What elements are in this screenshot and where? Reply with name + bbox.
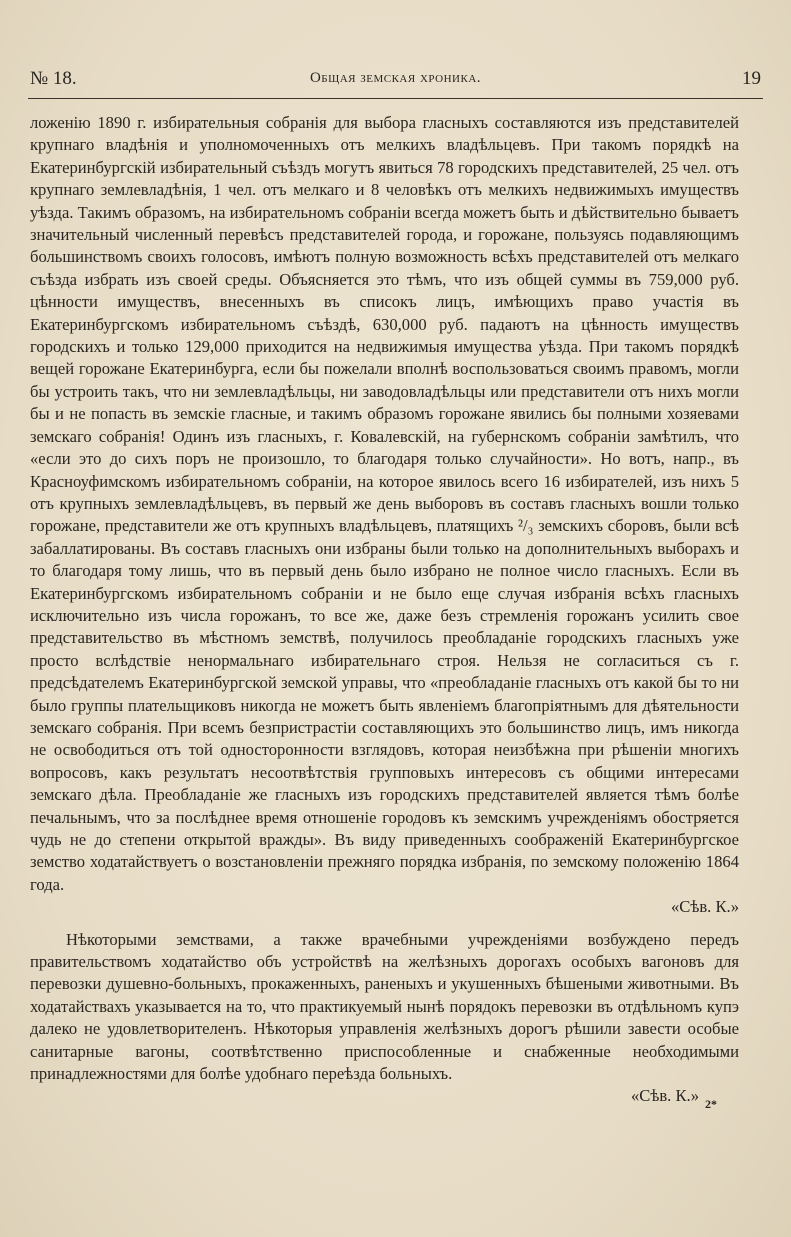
page-number: 19 bbox=[742, 68, 761, 89]
header-rule bbox=[28, 98, 763, 99]
page-header bbox=[30, 68, 761, 94]
issue-number: № 18. bbox=[30, 68, 77, 89]
page-body bbox=[30, 112, 739, 1112]
sheet-mark: 2* bbox=[705, 1097, 717, 1112]
article-paragraph: ложенію 1890 г. избирательныя собранія для выбора гласныхъ составляются изъ представителей крупнаго владѣнія и уполномоченныхъ отъ мелкихъ владѣльцевъ. При такомъ порядкѣ на Екатеринбургскій избирательный съѣздъ могутъ явиться 78 городскихъ представителей, 25 чел. отъ крупнаго землевладѣнія, 1 чел. отъ мелкаго и 8 человѣкъ отъ мелкихъ недвижимыхъ имуществъ уѣзда. Такимъ образомъ, на избирательномъ собраніи всегда можетъ быть и дѣйствительно бываетъ значительный численный перевѣсъ представителей города, и горожане, пользуясь подавляющимъ большинствомъ своихъ голосовъ, имѣютъ полную возможность всѣхъ представителей отъ мелкаго съѣзда избрать изъ своей среды. Объясняется это тѣмъ, что изъ общей суммы въ 759,000 руб. цѣнности имуществъ, внесенныхъ въ списокъ лицъ, имѣющихъ право участія въ Екатеринбургскомъ избирательномъ съѣздѣ, 630,000 руб. падаютъ на цѣнность имуществъ городскихъ и только 129,000 приходится на недвижимыя имущества уѣзда. При такомъ порядкѣ вещей горожане Екатеринбурга, если бы пожелали вполнѣ воспользоваться своимъ правомъ, могли бы устроить такъ, что ни землевладѣльцы, ни заводовладѣльцы или представители отъ нихъ могли бы и не попасть въ земскіе гласные, и такимъ образомъ горожане явились бы полными хозяевами земскаго собранія! Одинъ изъ гласныхъ, г. Ковалевскій, на губернскомъ собраніи замѣтилъ, что «если это до сихъ поръ не произошло, то благодаря только случайности». Но вотъ, напр., въ Красноуфимскомъ избирательномъ собраніи, на которое явилось всего 16 избирателей, изъ нихъ 5 отъ крупныхъ землевладѣльцевъ, въ первый же день выборовъ въ составъ гласныхъ вошли только горожане, представители же отъ крупныхъ владѣльцевъ, платящихъ ²/₃ земскихъ сборовъ, были всѣ забаллатированы. Въ составъ гласныхъ они избраны были только на дополнительныхъ выборахъ и то благодаря тому лишь, что въ первый день было избрано не полное число гласныхъ. Если въ Екатеринбургскомъ избирательномъ собраніи и не было еще случая избранія всѣхъ гласныхъ исключительно изъ числа горожанъ, то все же, даже безъ стремленія горожанъ усилить свое представительство въ мѣстномъ земствѣ, получилось преобладаніе городскихъ гласныхъ уже просто вслѣдствіе ненормальнаго избирательнаго строя. Нельзя не согласиться съ г. предсѣдателемъ Екатеринбургской земской управы, что «преобладаніе гласныхъ отъ какой бы то ни было группы плательщиковъ никогда не можетъ быть явленіемъ благопріятнымъ для дѣятельности земскаго собранія. При всемъ безпристрастіи составляющихъ это большинство лицъ, имъ никогда не освободиться отъ той односторонности взглядовъ, которая неизбѣжна при рѣшеніи многихъ вопросовъ, какъ результатъ несоотвѣтствія групповыхъ интересовъ съ общими интересами земскаго дѣла. Преобладаніе же гласныхъ изъ городскихъ представителей является тѣмъ болѣе печальнымъ, что за послѣднее время отношеніе городовъ къ земскимъ учрежденіямъ обостряется чудь не до степени открытой вражды». Въ виду приведенныхъ соображеній Екатеринбургское земство ходатайствуетъ о возстановленіи прежняго порядка избранія, по земскому положенію 1864 года. bbox=[30, 113, 739, 894]
article-signature: «Сѣв. К.» bbox=[670, 897, 739, 917]
article-signature: «Сѣв. К.» bbox=[630, 1086, 699, 1106]
article-paragraph: Нѣкоторыми земствами, а также врачебными учрежденіями возбуждено передъ правительствомъ ходатайство объ устройствѣ на желѣзныхъ дорогахъ особыхъ вагоновъ для перевозки душевно-больныхъ, прокаженныхъ, раненыхъ и укушенныхъ бѣшеными животными. Въ ходатайствахъ указывается на то, что практикуемый нынѣ порядокъ перевозки въ отдѣльномъ купэ далеко не удовлетворителенъ. Нѣкоторыя управленія желѣзныхъ дорогъ рѣшили завести особые санитарные вагоны, соотвѣтственно приспособленные и снабженные необходимыми принадлежностями для болѣе удобнаго переѣзда больныхъ. bbox=[30, 929, 739, 1084]
article-signature-block bbox=[30, 1085, 739, 1112]
running-title: Общая земская хроника. bbox=[309, 70, 482, 86]
